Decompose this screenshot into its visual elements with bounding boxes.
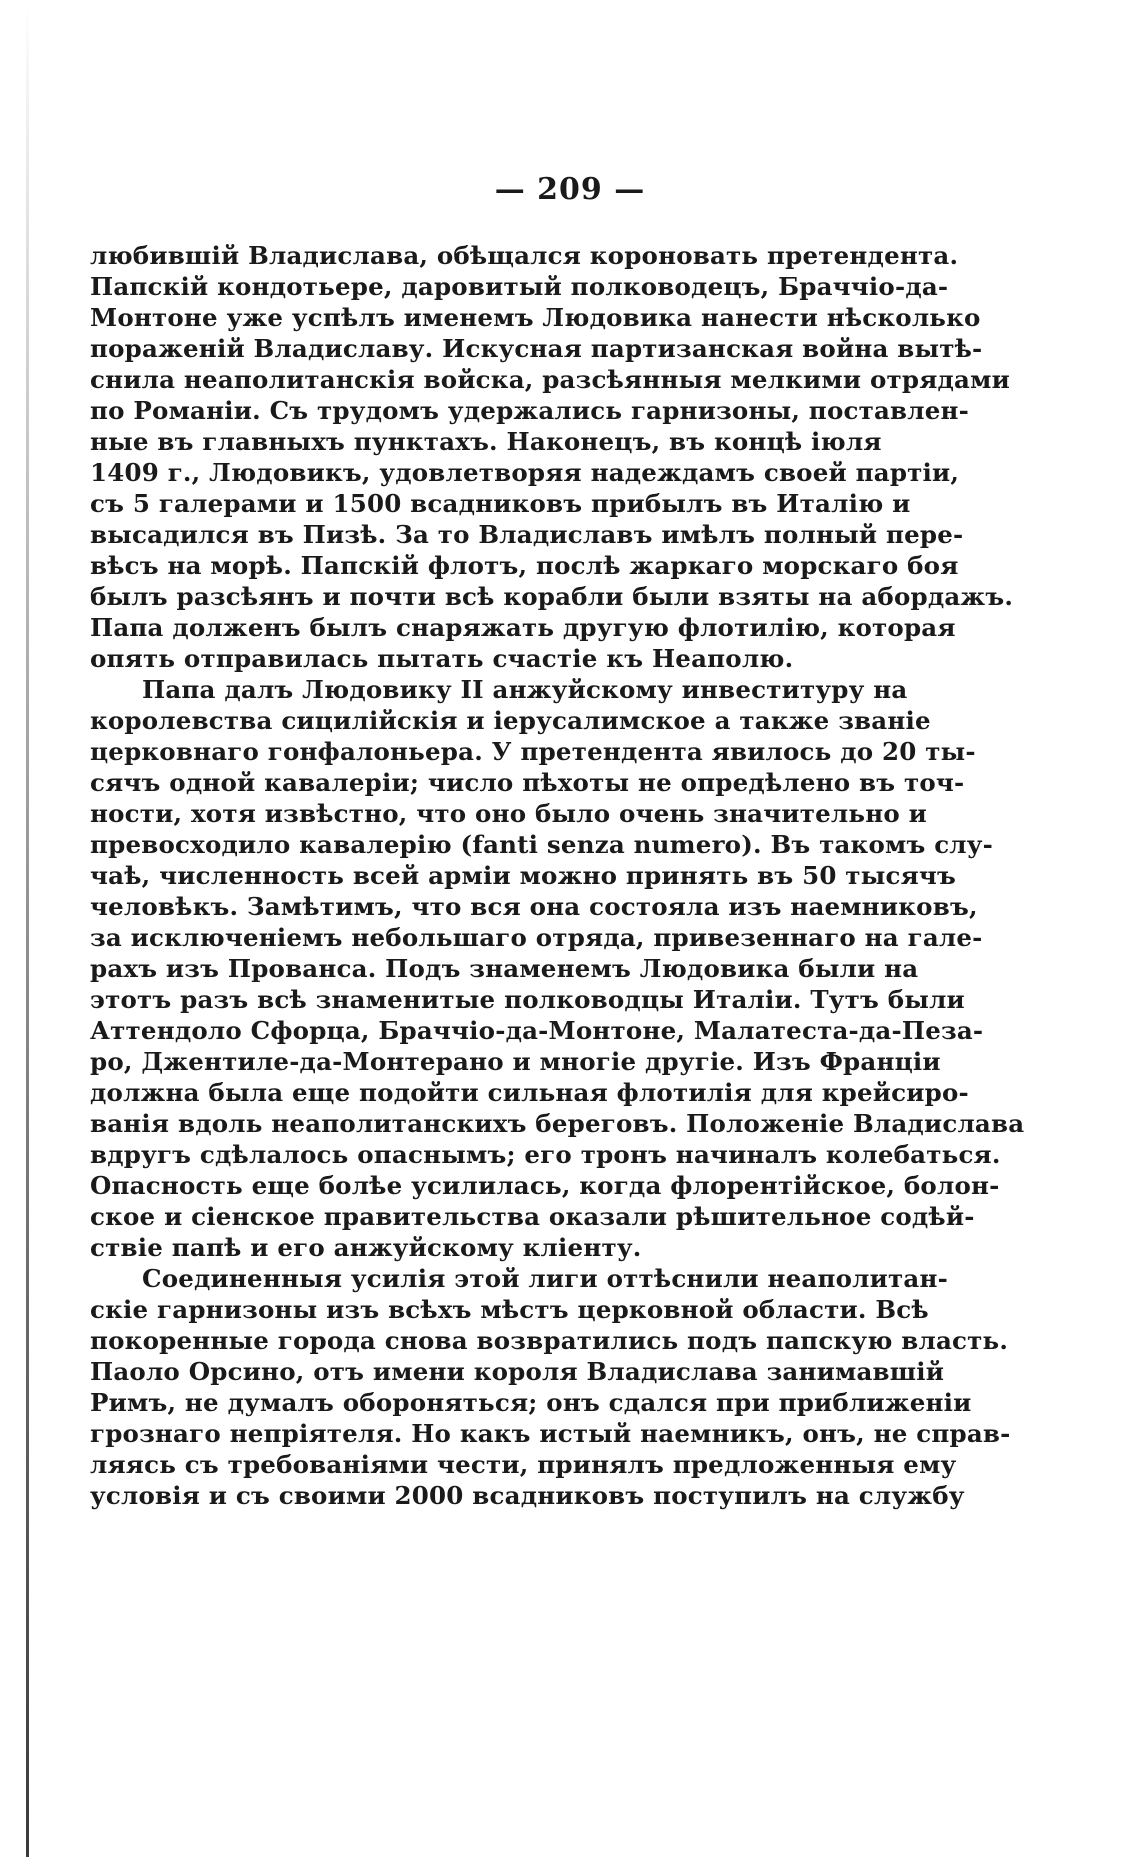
text-line: Соединенныя усилія этой лиги оттѣснили неаполитан-: [142, 1264, 948, 1293]
text-line: ствіе папѣ и его анжуйскому кліенту.: [90, 1233, 642, 1262]
page-binding-edge: [26, 0, 29, 1857]
text-line: ро, Джентиле-да-Монтерано и многіе другіе. Изъ Франціи: [90, 1047, 941, 1076]
text-line: Монтоне уже успѣлъ именемъ Людовика нанести нѣсколько: [90, 303, 981, 332]
text-line: королевства сицилійскія и іерусалимское а также званіе: [90, 706, 931, 735]
text-line: Аттендоло Сфорца, Браччіо-да-Монтоне, Малатеста-да-Пеза-: [90, 1016, 984, 1045]
text-line: Римъ, не думалъ обороняться; онъ сдался при приближеніи: [90, 1388, 972, 1417]
text-line: по Романіи. Съ трудомъ удержались гарнизоны, поставлен-: [90, 396, 970, 425]
text-line: былъ разсѣянъ и почти всѣ корабли были взяты на абордажъ.: [90, 582, 1014, 611]
text-line: покоренные города снова возвратились подъ папскую власть.: [90, 1326, 1009, 1355]
body-text: [90, 240, 1025, 1511]
text-line: ванія вдоль неаполитанскихъ береговъ. Положеніе Владислава: [90, 1109, 1025, 1138]
text-line: снила неаполитанскія войска, разсѣянныя мелкими отрядами: [90, 365, 1010, 394]
text-line: вѣсъ на морѣ. Папскій флотъ, послѣ жаркаго морскаго боя: [90, 551, 959, 580]
text-line: человѣкъ. Замѣтимъ, что вся она состояла изъ наемниковъ,: [90, 892, 978, 921]
page-number: — 209 —: [494, 172, 646, 207]
text-line: Папа далъ Людовику II анжуйскому инвеституру на: [142, 675, 908, 704]
text-line: скіе гарнизоны изъ всѣхъ мѣстъ церковной области. Всѣ: [90, 1295, 929, 1324]
text-line: вдругъ сдѣлалось опаснымъ; его тронъ начиналъ колебаться.: [90, 1140, 1001, 1169]
text-line: ности, хотя извѣстно, что оно было очень значительно и: [90, 799, 927, 828]
text-line: церковнаго гонфалоньера. У претендента явилось до 20 ты-: [90, 737, 976, 766]
text-line: условія и съ своими 2000 всадниковъ поступилъ на службу: [90, 1481, 965, 1510]
text-line: ляясь съ требованіями чести, принялъ предложенныя ему: [90, 1450, 957, 1479]
text-line: 1409 г., Людовикъ, удовлетворяя надеждамъ своей партіи,: [90, 458, 960, 487]
text-line: ское и сіенское правительства оказали рѣшительное содѣй-: [90, 1202, 975, 1231]
paragraph-3: [90, 1263, 1011, 1511]
text-line: Папскій кондотьере, даровитый полководецъ, Браччіо-да-: [90, 272, 949, 301]
text-line: съ 5 галерами и 1500 всадниковъ прибылъ въ Италію и: [90, 489, 911, 518]
text-line: должна была еще подойти сильная флотилія для крейсиро-: [90, 1078, 969, 1107]
text-line: сячъ одной кавалеріи; число пѣхоты не опредѣлено въ точ-: [90, 768, 965, 797]
text-line: чаѣ, численность всей арміи можно принять въ 50 тысячъ: [90, 861, 956, 890]
text-line: Опасность еще болѣе усилилась, когда флорентійское, болон-: [90, 1171, 1000, 1200]
text-line: Паоло Орсино, отъ имени короля Владислава занимавшій: [90, 1357, 945, 1386]
text-line: пораженій Владиславу. Искусная партизанская война вытѣ-: [90, 334, 983, 363]
paragraph-1: [90, 240, 1014, 674]
text-line: за исключеніемъ небольшаго отряда, привезеннаго на гале-: [90, 923, 983, 952]
text-line: Папа долженъ былъ снаряжать другую флотилію, которая: [90, 613, 956, 642]
text-line: превосходило кавалерію (fanti senza numero). Въ такомъ слу-: [90, 830, 994, 859]
text-line: рахъ изъ Прованса. Подъ знаменемъ Людовика были на: [90, 954, 919, 983]
text-line: опять отправилась пытать счастіе къ Неаполю.: [90, 644, 794, 673]
text-line: этотъ разъ всѣ знаменитые полководцы Италіи. Тутъ были: [90, 985, 965, 1014]
text-line: ные въ главныхъ пунктахъ. Наконецъ, въ концѣ іюля: [90, 427, 882, 456]
text-line: высадился въ Пизѣ. За то Владиславъ имѣлъ полный пере-: [90, 520, 964, 549]
text-line: любившій Владислава, обѣщался короновать претендента.: [90, 241, 959, 270]
text-line: грознаго непріятеля. Но какъ истый наемникъ, онъ, не справ-: [90, 1419, 1011, 1448]
paragraph-2: [90, 674, 1025, 1263]
